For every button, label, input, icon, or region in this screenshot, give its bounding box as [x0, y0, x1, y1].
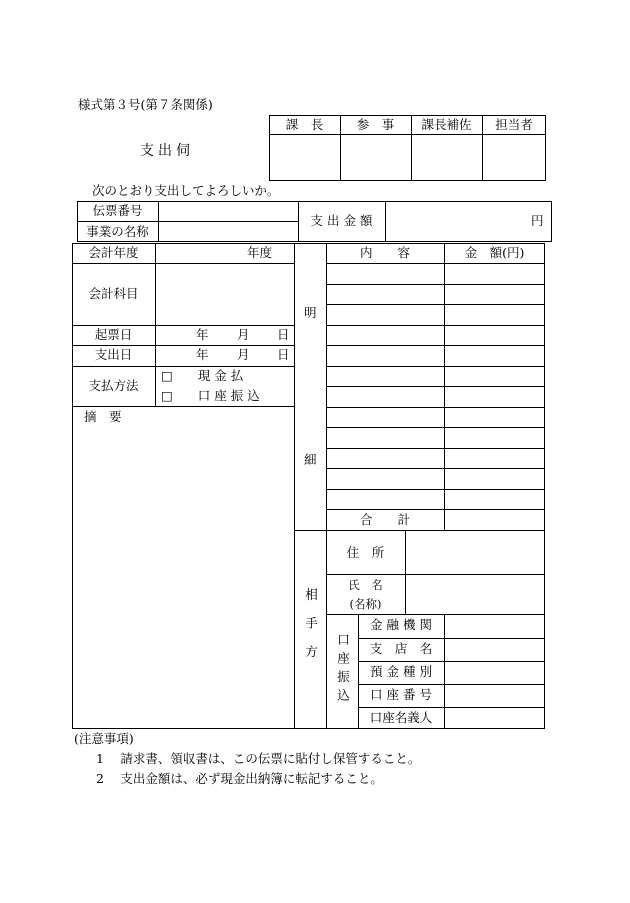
payee-side-label: 相手方 [303, 588, 319, 674]
detail-side-top: 明 [304, 305, 317, 320]
account-number-field[interactable] [445, 685, 544, 707]
amount-field[interactable] [386, 202, 551, 241]
account-field[interactable] [156, 264, 294, 325]
address-field[interactable] [406, 531, 544, 574]
branch-field[interactable] [445, 639, 544, 661]
cash-option[interactable]: □ 現 金 払 [161, 368, 244, 383]
approval-chief: 課 長 [285, 117, 324, 132]
stamp-cell-councilor[interactable] [341, 135, 411, 180]
note-item-2: 2 支出金額は、必ず現金出納簿に転記すること。 [96, 771, 383, 786]
content-header: 内 容 [359, 245, 410, 260]
pay-date-field[interactable] [156, 346, 294, 366]
stamp-cell-staff[interactable] [483, 135, 545, 180]
stamp-cell-chief[interactable] [270, 135, 340, 180]
summary-field[interactable] [73, 426, 293, 728]
bank-label: 金 融 機 関 [370, 617, 432, 632]
deposit-type-field[interactable] [445, 662, 544, 684]
deposit-type-label: 預 金 種 別 [370, 664, 432, 679]
approval-councilor: 参 事 [356, 117, 395, 132]
fiscal-year-field[interactable] [156, 244, 294, 263]
yen-unit: 円 [531, 213, 544, 228]
summary-label: 摘 要 [84, 409, 122, 424]
name-label-line2: (名称) [349, 597, 382, 611]
name-field[interactable] [406, 575, 544, 614]
slip-number-label: 伝票番号 [92, 203, 143, 218]
amount-label: 支 出 金 額 [310, 213, 373, 228]
project-name-field[interactable] [159, 222, 298, 241]
draft-date-field[interactable] [156, 326, 294, 345]
detail-side-bottom: 細 [304, 452, 317, 467]
draft-month-unit: 月 [237, 327, 250, 342]
account-holder-label: 口座名義人 [369, 710, 433, 725]
total-label: 合 計 [359, 512, 410, 527]
amount-header: 金 額(円) [464, 245, 525, 260]
transfer-side-label: 口座振込 [335, 633, 351, 707]
account-holder-field[interactable] [445, 708, 544, 728]
stamp-cell-deputy[interactable] [412, 135, 482, 180]
address-label: 住 所 [346, 545, 385, 560]
fiscal-year-unit: 年度 [247, 245, 273, 260]
request-text: 次のとおり支出してよろしいか。 [92, 183, 280, 198]
branch-label: 支 店 名 [369, 641, 433, 656]
pay-method-label: 支払方法 [88, 378, 139, 393]
draft-date-label: 起票日 [94, 327, 133, 342]
pay-date-label: 支出日 [94, 347, 133, 362]
account-label: 会計科目 [88, 286, 139, 301]
approval-deputy: 課長補佐 [421, 117, 472, 132]
fiscal-year-label: 会計年度 [88, 245, 139, 260]
transfer-option[interactable]: □ 口 座 振 込 [161, 388, 260, 403]
notes-heading: (注意事項) [74, 731, 134, 746]
project-name-label: 事業の名称 [86, 224, 149, 239]
name-label-line1: 氏 名 [348, 578, 383, 592]
approval-staff: 担当者 [495, 117, 533, 132]
pay-month-unit: 月 [237, 347, 250, 362]
total-amount-field[interactable] [445, 510, 544, 530]
pay-day-unit: 日 [277, 347, 290, 362]
draft-year-unit: 年 [196, 327, 209, 342]
page-title: 支出伺 [140, 143, 194, 159]
note-item-1: 1 請求書、領収書は、この伝票に貼付し保管すること。 [96, 751, 421, 766]
draft-day-unit: 日 [277, 327, 290, 342]
form-number: 様式第３号(第７条関係) [78, 97, 213, 112]
bank-field[interactable] [445, 615, 544, 638]
account-number-label: 口 座 番 号 [370, 687, 432, 702]
pay-year-unit: 年 [196, 347, 209, 362]
slip-number-field[interactable] [159, 202, 298, 221]
